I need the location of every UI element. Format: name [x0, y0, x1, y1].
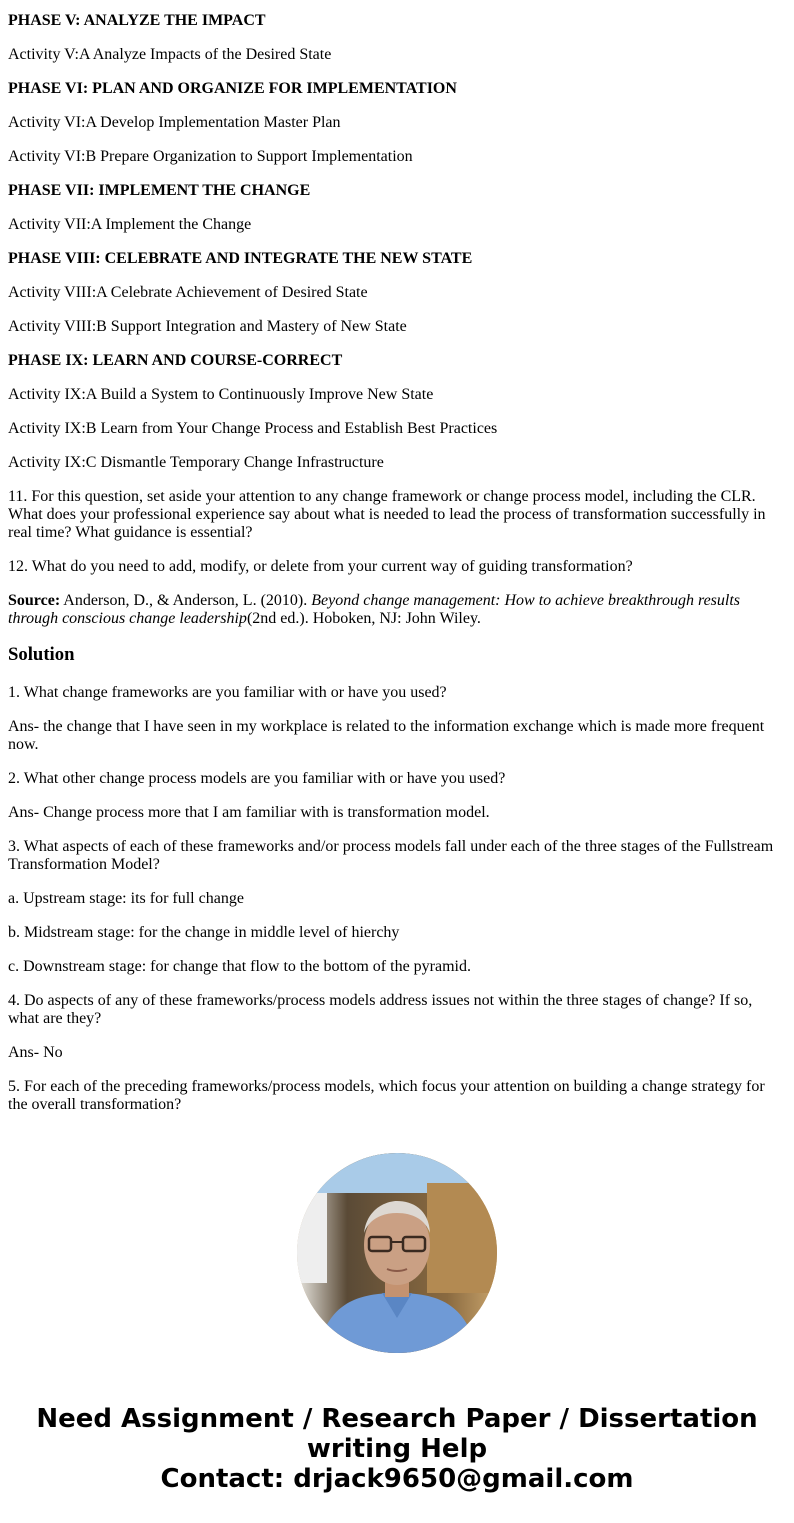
solution-paragraph: 3. What aspects of each of these frameworks and/or process models fall under each of the three stages of the Fullstream Transformation Model?: [8, 838, 774, 873]
solution-paragraph: 1. What change frameworks are you familiar with or have you used?: [8, 684, 447, 701]
activity-item: Activity IX:C Dismantle Temporary Change Infrastructure: [8, 454, 384, 471]
phase-heading-text: PHASE IX: LEARN AND COURSE-CORRECT: [8, 352, 343, 369]
phase-heading-text: PHASE VI: PLAN AND ORGANIZE FOR IMPLEMENTATION: [8, 80, 457, 97]
solution-content: [8, 684, 786, 1114]
footer-contact: Contact: drjack9650@gmail.com: [160, 1464, 634, 1494]
activity-item: Activity IX:A Build a System to Continuously Improve New State: [8, 386, 434, 403]
activity-item: Activity VIII:A Celebrate Achievement of Desired State: [8, 284, 368, 301]
solution-paragraph: Ans- Change process more that I am familiar with is transformation model.: [8, 804, 490, 821]
source-authors: Anderson, D., & Anderson, L. (2010).: [60, 592, 312, 609]
question-11: 11. For this question, set aside your attention to any change framework or change process model, including the CLR. What does your professional experience say about what is needed to lead the process of transformation successfully in real time? What guidance is essential?: [8, 488, 766, 541]
solution-paragraph: 5. For each of the preceding frameworks/process models, which focus your attention on building a change strategy for the overall transformation?: [8, 1078, 765, 1113]
phase-heading: [8, 12, 786, 30]
activity-item: Activity V:A Analyze Impacts of the Desired State: [8, 46, 332, 63]
phase-heading-text: PHASE VII: IMPLEMENT THE CHANGE: [8, 182, 311, 199]
solution-heading: Solution: [8, 644, 75, 665]
phase-heading-text: PHASE VIII: CELEBRATE AND INTEGRATE THE NEW STATE: [8, 250, 473, 267]
footer-help-text: Need Assignment / Research Paper / Dissertation writing Help: [36, 1404, 758, 1464]
activity-item: Activity VII:A Implement the Change: [8, 216, 252, 233]
source-label: Source:: [8, 592, 61, 609]
solution-paragraph: Ans- the change that I have seen in my workplace is related to the information exchange which is made more frequent now.: [8, 718, 765, 753]
activity-item: Activity VI:A Develop Implementation Master Plan: [8, 114, 341, 131]
phase-heading-text: PHASE V: ANALYZE THE IMPACT: [8, 12, 266, 29]
question-12: 12. What do you need to add, modify, or delete from your current way of guiding transformation?: [8, 558, 633, 575]
solution-paragraph: 2. What other change process models are you familiar with or have you used?: [8, 770, 506, 787]
solution-paragraph: a. Upstream stage: its for full change: [8, 890, 244, 907]
source-citation: [8, 592, 786, 628]
portrait-image: [297, 1153, 497, 1353]
footer-promo: [0, 1404, 794, 1494]
phase-heading: [8, 182, 786, 200]
source-book-title: Beyond change management: How to achieve breakthrough results through conscious change leadership: [8, 592, 741, 627]
phase-heading: [8, 250, 786, 268]
source-publication: (2nd ed.). Hoboken, NJ: John Wiley.: [246, 610, 481, 627]
activity-item: Activity IX:B Learn from Your Change Process and Establish Best Practices: [8, 420, 498, 437]
solution-paragraph: Ans- No: [8, 1044, 63, 1061]
author-avatar: [297, 1153, 497, 1353]
phase-heading: [8, 80, 786, 98]
solution-paragraph: c. Downstream stage: for change that flow to the bottom of the pyramid.: [8, 958, 471, 975]
phase-heading: [8, 352, 786, 370]
phase-list: [8, 12, 786, 472]
activity-item: Activity VIII:B Support Integration and Mastery of New State: [8, 318, 407, 335]
solution-paragraph: b. Midstream stage: for the change in middle level of hierchy: [8, 924, 400, 941]
activity-item: Activity VI:B Prepare Organization to Support Implementation: [8, 148, 413, 165]
solution-paragraph: 4. Do aspects of any of these frameworks/process models address issues not within the three stages of change? If so, what are they?: [8, 992, 753, 1027]
